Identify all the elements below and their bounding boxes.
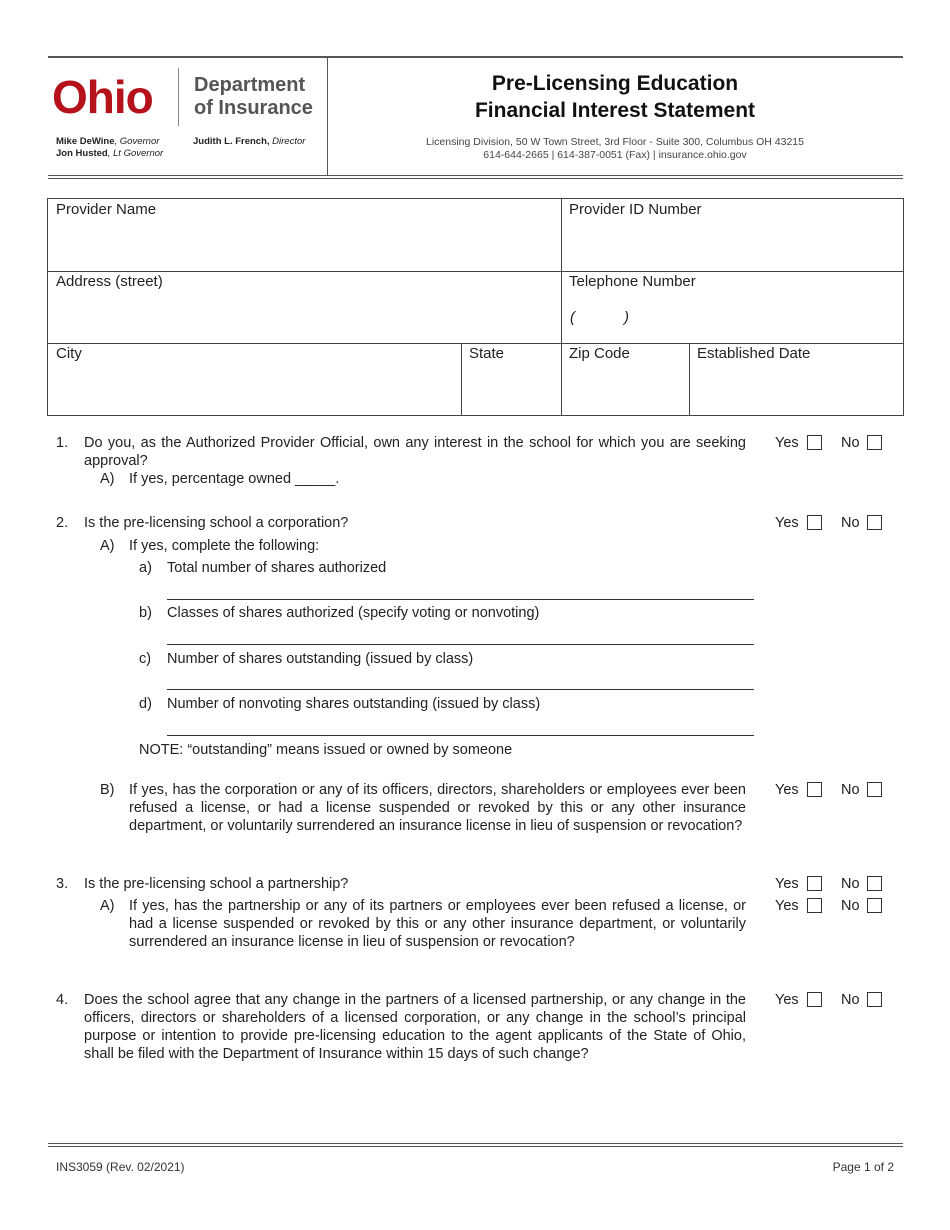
city-field[interactable]: City — [56, 345, 82, 362]
q4-number: 4. — [56, 992, 69, 1008]
q3a-yes-checkbox[interactable] — [807, 898, 822, 913]
q1-text: Do you, as the Authorized Provider Official, own any interest in the school for which you are seeking approval? — [84, 435, 746, 469]
department-name — [194, 74, 313, 120]
q2b-text: If yes, has the corporation or any of its officers, directors, shareholders or employees ever been refused a license, or had a license suspended or revoked by this or any other insurance department, or voluntarily surrendered an insurance license in lieu of suspension or revocation? — [129, 782, 746, 834]
q2a-item-text: Total number of shares authorized — [167, 560, 387, 576]
lt-governor-title: , Lt Governor — [107, 148, 164, 159]
q3-yes-checkbox[interactable] — [807, 876, 822, 891]
top-rule-thick — [48, 56, 903, 58]
q3a-text: If yes, has the partnership or any of its partners or employees ever been refused a license, or had a license suspended or revoked by this or any other insurance department, or voluntarily surrendered an insurance license in lieu of suspension or revocation? — [129, 898, 746, 950]
q1-number: 1. — [56, 435, 69, 451]
q2a-item-answer-line[interactable] — [167, 599, 754, 600]
address-line1: Licensing Division, 50 W Town Street, 3rd Floor - Suite 300, Columbus OH 43215 — [426, 136, 804, 148]
department-line2: of Insurance — [194, 97, 313, 119]
q3a-yes-label: Yes — [775, 898, 799, 914]
q1-no-label: No — [841, 435, 860, 451]
q2a-item-answer-line[interactable] — [167, 689, 754, 690]
q4-text: Does the school agree that any change in the partners of a licensed partnership, or any change in the officers, directors or shareholders of a licensed corporation, or any change in the school’s principal purpose or intention to provide pre-licensing education to the agent applicants of the State of Ohio, shall be filed with the Department of Insurance within 15 days of such change? — [84, 992, 746, 1062]
state-field[interactable]: State — [469, 345, 505, 362]
director-name: Judith L. French, — [193, 136, 270, 147]
q2-no-checkbox[interactable] — [867, 515, 882, 530]
phone-area-close: ) — [624, 309, 629, 326]
q3-yes-label: Yes — [775, 876, 799, 892]
q3-no-checkbox[interactable] — [867, 876, 882, 891]
address-line2: 614-644-2665 | 614-387-0051 (Fax) | insurance.ohio.gov — [483, 149, 747, 161]
telephone-field[interactable]: Telephone Number — [569, 273, 696, 290]
grid-vline-zip — [689, 343, 690, 415]
footer-rule-2 — [48, 1146, 903, 1147]
q2a-item-answer-line[interactable] — [167, 644, 754, 645]
q4-no-checkbox[interactable] — [867, 992, 882, 1007]
grid-hline-2 — [48, 343, 903, 344]
q3a-no-checkbox[interactable] — [867, 898, 882, 913]
q3-number: 3. — [56, 876, 69, 892]
q2a-item-text: Classes of shares authorized (specify voting or nonvoting) — [167, 605, 540, 621]
grid-vline-main — [561, 199, 562, 415]
q2b-no-label: No — [841, 782, 860, 798]
q2b-label: B) — [100, 782, 115, 798]
governor-name: Mike DeWine — [56, 136, 115, 147]
q2-number: 2. — [56, 515, 69, 531]
phone-area-open: ( — [570, 309, 575, 326]
logo-divider — [178, 68, 179, 126]
q2a-item-text: Number of nonvoting shares outstanding (issued by class) — [167, 696, 541, 712]
q2b-yes-checkbox[interactable] — [807, 782, 822, 797]
governor-title: , Governor — [114, 136, 160, 147]
q2a-item-answer-line[interactable] — [167, 735, 754, 736]
q2a-text: If yes, complete the following: — [129, 538, 320, 554]
q1-no-checkbox[interactable] — [867, 435, 882, 450]
q2-note: NOTE: “outstanding” means issued or owned by someone — [139, 742, 513, 758]
established-date-field[interactable]: Established Date — [697, 345, 811, 362]
q1a-text: If yes, percentage owned _____. — [129, 471, 340, 487]
title-line1: Pre-Licensing Education — [491, 72, 739, 95]
q3a-label: A) — [100, 898, 115, 914]
q2a-item-text: Number of shares outstanding (issued by class) — [167, 651, 474, 667]
form-id: INS3059 (Rev. 02/2021) — [56, 1160, 185, 1174]
director-title: Director — [269, 136, 306, 147]
title-line2: Financial Interest Statement — [474, 99, 756, 122]
q2a-item-label: a) — [139, 560, 152, 576]
q4-no-label: No — [841, 992, 860, 1008]
header-bottom-rule-2 — [48, 178, 903, 179]
grid-hline-1 — [48, 271, 903, 272]
q2b-no-checkbox[interactable] — [867, 782, 882, 797]
header-bottom-rule — [48, 175, 903, 176]
department-line1: Department — [194, 74, 306, 96]
provider-name-field[interactable]: Provider Name — [56, 201, 157, 218]
grid-vline-state — [461, 343, 462, 415]
address-street-field[interactable]: Address (street) — [56, 273, 163, 290]
ohio-logo: Ohio — [52, 71, 153, 123]
q1-yes-label: Yes — [775, 435, 799, 451]
q1-yes-checkbox[interactable] — [807, 435, 822, 450]
q2-text: Is the pre-licensing school a corporation? — [84, 515, 349, 531]
q2a-item-label: c) — [139, 651, 152, 667]
governor-block — [56, 136, 163, 160]
provider-info-grid — [47, 198, 904, 416]
q3-no-label: No — [841, 876, 860, 892]
q1a-label: A) — [100, 471, 115, 487]
zip-field[interactable]: Zip Code — [569, 345, 630, 362]
q2a-item-label: d) — [139, 696, 152, 712]
director-block — [193, 136, 305, 148]
q2-no-label: No — [841, 515, 860, 531]
lt-governor-name: Jon Husted — [56, 148, 108, 159]
footer-rule — [48, 1143, 903, 1144]
q4-yes-checkbox[interactable] — [807, 992, 822, 1007]
q3-text: Is the pre-licensing school a partnership? — [84, 876, 349, 892]
q2a-label: A) — [100, 538, 115, 554]
form-title — [328, 70, 902, 124]
page-number: Page 1 of 2 — [832, 1160, 894, 1174]
provider-id-field[interactable]: Provider ID Number — [569, 201, 702, 218]
q2b-yes-label: Yes — [775, 782, 799, 798]
q2a-item-label: b) — [139, 605, 152, 621]
division-address — [328, 136, 902, 162]
q2-yes-label: Yes — [775, 515, 799, 531]
q2-yes-checkbox[interactable] — [807, 515, 822, 530]
q3a-no-label: No — [841, 898, 860, 914]
q4-yes-label: Yes — [775, 992, 799, 1008]
